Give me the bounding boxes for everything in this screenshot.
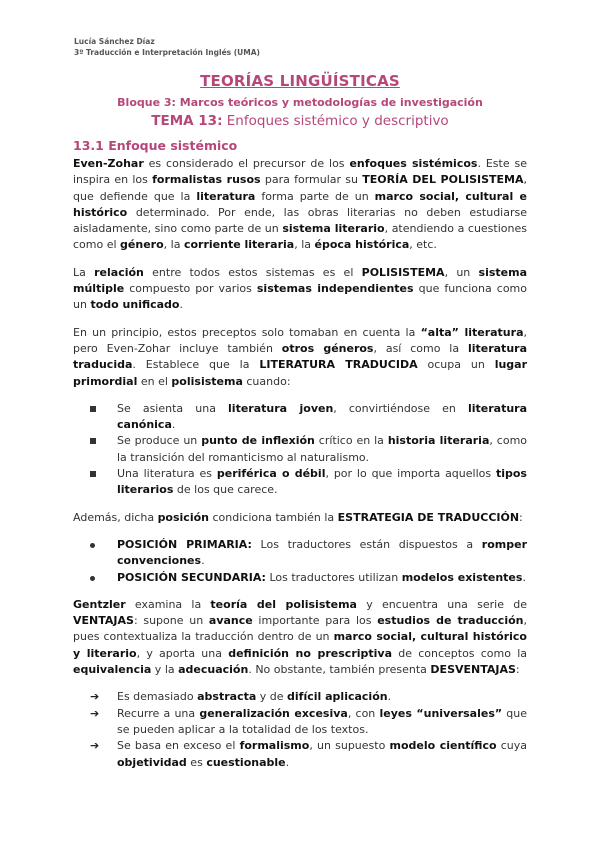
bold-text: literatura traducida bbox=[73, 341, 527, 372]
paragraph bbox=[73, 265, 527, 314]
bold-text: lugar primordial bbox=[73, 358, 528, 388]
text-run: cuya bbox=[496, 739, 527, 753]
bold-text: DESVENTAJAS bbox=[430, 663, 516, 677]
text-run: , que defiende que la bbox=[73, 173, 527, 203]
text-run: . bbox=[522, 570, 526, 584]
content-body bbox=[73, 156, 527, 782]
list-item bbox=[73, 706, 527, 739]
text-run: Recurre a una bbox=[117, 706, 200, 720]
text-run: en el bbox=[137, 374, 172, 388]
bold-text: VENTAJAS bbox=[73, 614, 134, 628]
text-run: : bbox=[515, 663, 520, 677]
text-run: de los que carece. bbox=[173, 483, 278, 497]
bold-text: sistema literario bbox=[282, 222, 385, 236]
text-run: , pero Even-Zohar incluye también bbox=[73, 325, 527, 355]
text-run: . bbox=[387, 690, 392, 704]
bold-text: relación bbox=[94, 265, 144, 279]
paragraph bbox=[73, 325, 527, 390]
text-run: , como la transición del romanticismo al naturalismo. bbox=[117, 434, 528, 464]
text-run: . Este se inspira en los bbox=[73, 157, 527, 187]
bold-text: modelo científico bbox=[389, 739, 497, 753]
text-run: : bbox=[519, 510, 523, 524]
bold-text: adecuación bbox=[178, 663, 249, 677]
arrow-right-icon: ➔ bbox=[90, 739, 100, 753]
section-heading: 13.1 Enfoque sistémico bbox=[73, 138, 238, 153]
tema-label: TEMA 13: bbox=[151, 113, 223, 129]
bold-text: difícil aplicación bbox=[287, 690, 388, 704]
bold-text: enfoques sistémicos bbox=[349, 157, 478, 170]
text-run: , así como la bbox=[373, 341, 468, 355]
text-run: es bbox=[186, 755, 207, 769]
text-run: Se asienta una bbox=[117, 401, 229, 415]
list-item bbox=[73, 401, 527, 434]
bold-text: formalismo bbox=[239, 739, 310, 753]
list-item bbox=[73, 433, 527, 466]
list-item bbox=[73, 466, 527, 499]
text-run: es considerado el precursor de los bbox=[143, 157, 350, 170]
bold-text: marco social, cultural e histórico bbox=[73, 189, 528, 219]
bold-text: literatura joven bbox=[228, 401, 334, 415]
text-run: de conceptos como la bbox=[392, 646, 527, 660]
bold-text: literatura bbox=[196, 189, 256, 203]
text-run: , un supuesto bbox=[309, 739, 390, 753]
bold-text: abstracta bbox=[197, 690, 257, 704]
bold-text: género bbox=[120, 238, 164, 252]
conditions-list bbox=[73, 401, 527, 499]
text-run: y de bbox=[256, 690, 288, 704]
text-run: cuando: bbox=[242, 374, 291, 388]
bold-text: posición bbox=[157, 510, 209, 524]
bold-text: Even-Zohar bbox=[73, 157, 144, 170]
text-run: que se pueden aplicar a la totalidad de los textos. bbox=[117, 706, 528, 736]
bold-text: definición no prescriptiva bbox=[228, 646, 393, 660]
tema-text: Enfoques sistémico y descriptivo bbox=[222, 113, 449, 129]
text-run: , pues contextualiza la traducción dentro de un bbox=[73, 614, 527, 644]
bold-text: todo unificado bbox=[90, 298, 180, 312]
text-run: determinado. Por ende, las obras literarias no deben estudiarse aisladamente, sino como parte de un bbox=[73, 205, 527, 236]
bold-text: polisistema bbox=[171, 374, 243, 388]
list-item bbox=[73, 570, 527, 586]
bold-text: POSICIÓN PRIMARIA: bbox=[117, 537, 252, 551]
bold-text: cuestionable bbox=[206, 755, 286, 769]
bold-text: historia literaria bbox=[387, 434, 490, 448]
text-run: , por lo que importa aquellos bbox=[325, 467, 496, 481]
bold-text: corriente literaria bbox=[183, 238, 295, 252]
text-run: que funciona como un bbox=[73, 282, 528, 312]
text-run: examina la bbox=[125, 597, 211, 611]
bold-text: equivalencia bbox=[73, 663, 152, 677]
text-run: compuesto por varios bbox=[124, 282, 257, 296]
page-header bbox=[74, 36, 260, 58]
bold-text: POLISISTEMA bbox=[361, 265, 445, 279]
bold-text: estudios de traducción bbox=[377, 614, 524, 628]
strategy-list bbox=[73, 537, 527, 586]
bold-text: LITERATURA TRADUCIDA bbox=[259, 358, 418, 372]
bold-text: POSICIÓN SECUNDARIA: bbox=[117, 570, 266, 584]
text-run: , etc. bbox=[409, 238, 437, 252]
bold-text: sistemas independientes bbox=[256, 282, 414, 296]
text-run: entre todos estos sistemas es el bbox=[143, 265, 362, 279]
text-run: Se basa en exceso el bbox=[117, 739, 240, 753]
text-run: forma parte de un bbox=[255, 189, 375, 203]
text-run: . bbox=[179, 298, 183, 312]
bold-text: marco social, cultural histórico y literario bbox=[73, 630, 527, 660]
text-run: , la bbox=[294, 238, 315, 252]
text-run: Los traductores utilizan bbox=[265, 570, 402, 584]
bold-text: teoría del polisistema bbox=[210, 597, 357, 611]
text-run: importante para los bbox=[252, 614, 378, 628]
bold-text: generalización excesiva bbox=[199, 706, 348, 720]
bold-text: avance bbox=[208, 614, 253, 628]
text-run: Los traductores están dispuestos a bbox=[251, 537, 482, 551]
text-run: . bbox=[285, 755, 290, 769]
list-item bbox=[73, 689, 527, 705]
bold-text: formalistas rusos bbox=[152, 173, 261, 187]
paragraph bbox=[73, 156, 527, 254]
round-bullet-icon bbox=[90, 537, 95, 553]
bold-text: otros géneros bbox=[281, 341, 374, 355]
bold-text: ESTRATEGIA DE TRADUCCIÓN bbox=[337, 510, 520, 524]
text-run: En un principio, estos preceptos solo tomaban en cuenta la bbox=[73, 325, 421, 339]
bold-text: leyes “universales” bbox=[379, 706, 503, 720]
arrow-right-icon: ➔ bbox=[90, 706, 100, 720]
bold-text: Gentzler bbox=[73, 597, 126, 611]
round-bullet-icon bbox=[90, 570, 95, 586]
block-title: Bloque 3: Marcos teóricos y metodologías de investigación bbox=[117, 96, 483, 109]
course-name: 3º Traducción e Interpretación Inglés (UMA) bbox=[74, 48, 260, 57]
text-run: . bbox=[201, 554, 205, 568]
square-bullet-icon bbox=[90, 401, 96, 417]
text-run: Se produce un bbox=[117, 434, 202, 448]
text-run: . bbox=[171, 418, 176, 432]
bold-text: periférica o débil bbox=[216, 467, 326, 481]
disadvantages-list bbox=[73, 689, 527, 770]
tema-title bbox=[0, 113, 600, 129]
arrow-right-icon: ➔ bbox=[90, 690, 100, 704]
bold-text: sistema múltiple bbox=[73, 265, 527, 296]
text-run: La bbox=[73, 265, 95, 279]
text-run: condiciona también la bbox=[209, 510, 338, 524]
paragraph bbox=[73, 510, 527, 526]
text-run: . No obstante, también presenta bbox=[248, 663, 431, 677]
bold-text: “alta” literatura bbox=[420, 325, 524, 339]
square-bullet-icon bbox=[90, 466, 96, 482]
text-run: para formular su bbox=[260, 173, 363, 187]
text-run: , con bbox=[347, 706, 380, 720]
author-name: Lucía Sánchez Díaz bbox=[74, 37, 155, 46]
text-run: crítico en la bbox=[314, 434, 388, 448]
bold-text: romper convenciones bbox=[117, 537, 527, 568]
text-run: y la bbox=[151, 663, 179, 677]
text-run: , convirtiéndose en bbox=[333, 401, 468, 415]
text-run: Además, dicha bbox=[73, 510, 158, 524]
bold-text: época histórica bbox=[314, 238, 410, 252]
text-run: , y aporta una bbox=[136, 646, 229, 660]
text-run: . Establece que la bbox=[132, 358, 260, 372]
bold-text: literatura canónica bbox=[117, 401, 528, 432]
text-run: Es demasiado bbox=[117, 690, 198, 704]
list-item bbox=[73, 537, 527, 570]
text-run: , la bbox=[163, 238, 184, 252]
square-bullet-icon bbox=[90, 433, 96, 449]
main-title: TEORÍAS LINGÜÍSTICAS bbox=[200, 72, 400, 90]
text-run: ocupa un bbox=[417, 358, 495, 372]
bold-text: punto de inflexión bbox=[201, 434, 315, 448]
bold-text: TEORÍA DEL POLISISTEMA bbox=[362, 173, 524, 187]
bold-text: tipos literarios bbox=[117, 467, 527, 497]
text-run: , atendiendo a cuestiones como el bbox=[73, 222, 527, 252]
text-run: Una literatura es bbox=[117, 467, 217, 481]
paragraph bbox=[73, 597, 527, 678]
text-run: y encuentra una serie de bbox=[356, 597, 527, 611]
list-item bbox=[73, 738, 527, 771]
bold-text: objetividad bbox=[117, 755, 187, 769]
bold-text: modelos existentes bbox=[401, 570, 523, 584]
text-run: , un bbox=[444, 265, 479, 279]
text-run: : supone un bbox=[133, 614, 209, 628]
